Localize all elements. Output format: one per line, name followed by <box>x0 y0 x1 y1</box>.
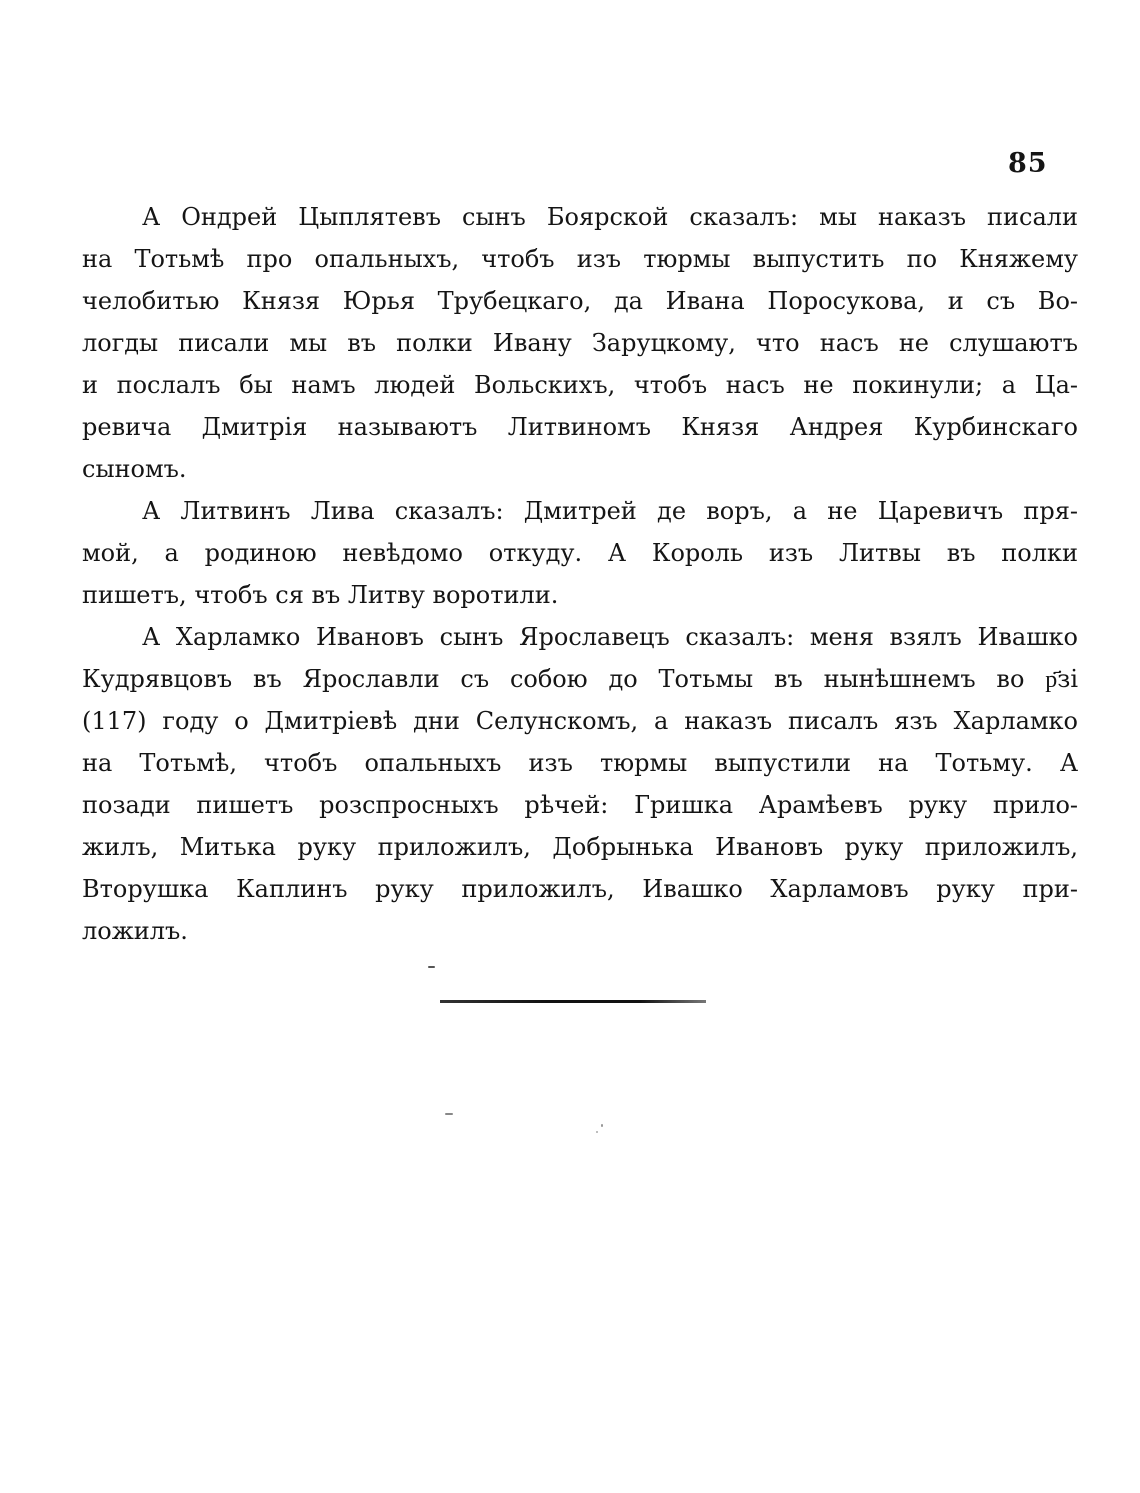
text-line: пишетъ, чтобъ ся въ Литву воротили. <box>82 581 559 609</box>
text-line: на Тотьмѣ, чтобъ опальныхъ изъ тюрмы выпустили на Тотьму. А <box>82 749 1078 777</box>
document-body <box>82 196 1078 952</box>
text-line: А Харламко Ивановъ сынъ Ярославецъ сказалъ: меня взялъ Ивашко <box>142 623 1078 651</box>
section-end-rule <box>440 1000 706 1003</box>
text-line: челобитью Князя Юрья Трубецкаго, да Ивана Поросукова, и съ Во- <box>82 287 1078 315</box>
paragraph-litvin-testimony <box>82 490 1078 616</box>
text-line: Кудрявцовъ въ Ярославли съ собою до Тотьмы въ нынѣшнемъ во р҃зі <box>82 665 1078 693</box>
page-number: 85 <box>1008 148 1048 179</box>
print-speck <box>601 1124 603 1127</box>
text-line: сыномъ. <box>82 455 187 483</box>
text-line: мой, а родиною невѣдомо откуду. А Король изъ Литвы въ полки <box>82 539 1078 567</box>
text-line: жилъ, Митька руку приложилъ, Добрынька Ивановъ руку приложилъ, <box>82 833 1078 861</box>
text-line: на Тотьмѣ про опальныхъ, чтобъ изъ тюрмы выпустить по Княжему <box>82 245 1078 273</box>
paragraph-ondrey-testimony <box>82 196 1078 490</box>
text-line: А Литвинъ Лива сказалъ: Дмитрей де воръ, а не Царевичъ пря- <box>142 497 1078 525</box>
text-line: ревича Дмитрія называютъ Литвиномъ Князя Андрея Курбинскаго <box>82 413 1078 441</box>
print-speck <box>445 1113 453 1115</box>
text-line: А Ондрей Цыплятевъ сынъ Боярской сказалъ: мы наказъ писали <box>142 203 1078 231</box>
text-line: логды писали мы въ полки Ивану Заруцкому, что насъ не слушаютъ <box>82 329 1078 357</box>
text-line: и послалъ бы намъ людей Вольскихъ, чтобъ насъ не покинули; а Ца- <box>82 371 1078 399</box>
text-line: позади пишетъ розспросныхъ рѣчей: Гришка Арамѣевъ руку прило- <box>82 791 1078 819</box>
print-speck <box>596 1131 598 1133</box>
print-speck <box>428 966 435 968</box>
text-line: (117) году о Дмитріевѣ дни Селунскомъ, а наказъ писалъ язъ Харламко <box>82 707 1078 735</box>
text-line: ложилъ. <box>82 917 188 945</box>
text-line: Вторушка Каплинъ руку приложилъ, Ивашко Харламовъ руку при- <box>82 875 1078 903</box>
paragraph-kharlamko-testimony <box>82 616 1078 952</box>
